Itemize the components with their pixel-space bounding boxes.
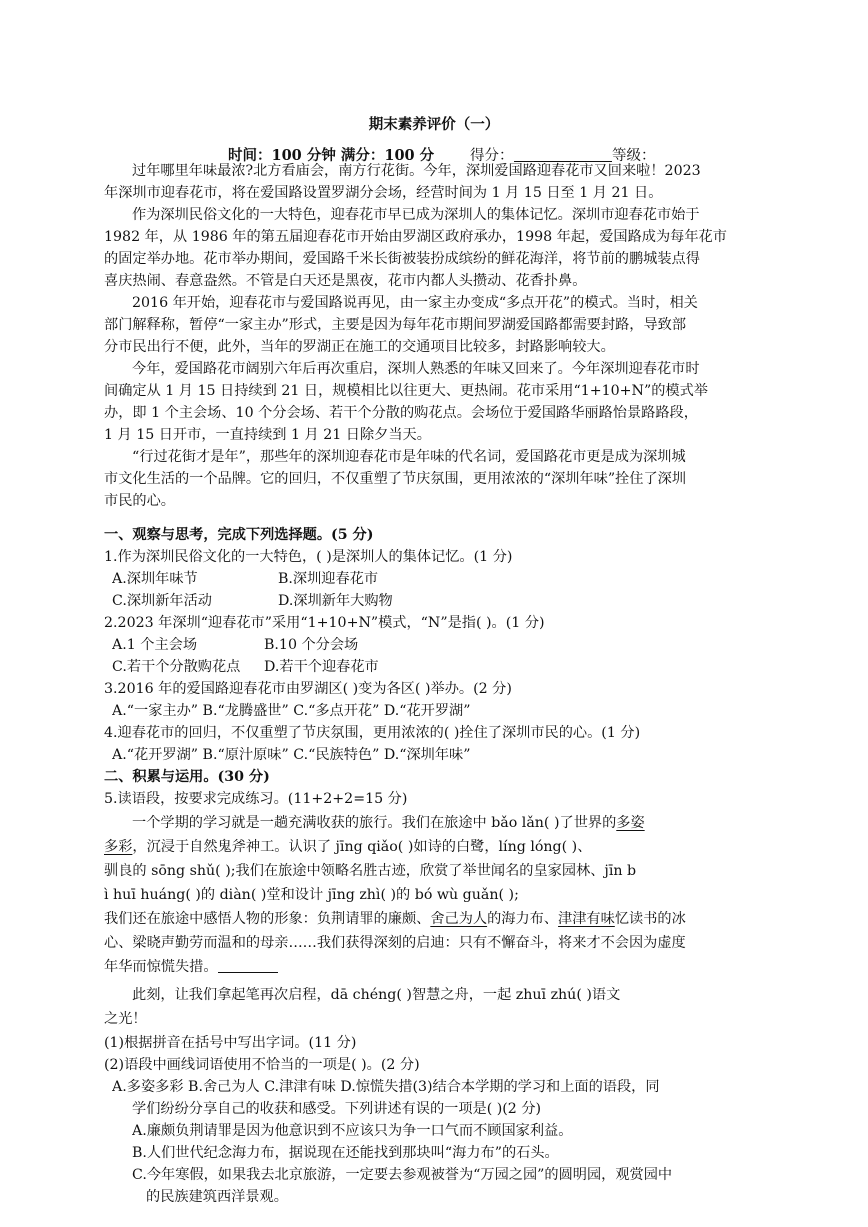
score-label: 得分：: [470, 148, 514, 164]
underlined-word: 多彩: [104, 839, 133, 855]
sub-question-1: (1)根据拼音在括号中写出字词。(11 分): [104, 1035, 357, 1051]
q1-options-row: [112, 568, 780, 590]
exercise-line: [132, 812, 772, 834]
exercise-line: [104, 908, 772, 930]
passage-line: 1 月 15 日开市，一直持续到 1 月 21 日除夕当天。: [104, 427, 431, 443]
passage-line: 年深圳市迎春花市，将在爱国路设置罗湖分会场，经营时间为 1 月 15 日至 1 月 21 日。: [104, 185, 663, 201]
option-a[interactable]: A.1 个主会场: [112, 637, 198, 653]
grade-label: 等级：: [612, 148, 656, 164]
q3-options[interactable]: A.“一家主办” B.“龙腾盛世” C.“多点开花” D.“花开罗湖”: [112, 703, 471, 719]
passage-line: 1982 年，从 1986 年的第五届迎春花市开始由罗湖区政府承办，1998 年起，爱国路成为每年花市: [104, 229, 727, 245]
exercise-text: 我们还在旅途中感悟人物的形象：负荆请罪的廉颇、: [104, 911, 431, 927]
option-a[interactable]: A.廉颇负荆请罪是因为他意识到不应该只为争一口气而不顾国家利益。: [132, 1123, 573, 1139]
exercise-text: 忆读书的冰: [614, 911, 686, 927]
exercise-line: [104, 836, 772, 858]
option-b[interactable]: B.人们世代纪念海力布，据说现在还能找到那块叫“海力布”的石头。: [132, 1145, 559, 1161]
question-4: 4.迎春花市的回归，不仅重塑了节庆氛围，更用浓浓的( )拴住了深圳市民的心。(1 分): [104, 725, 641, 741]
q1-options-row: [112, 590, 780, 612]
passage-line: 2016 年开始，迎春花市与爱国路说再见，由一家主办变成“多点开花”的模式。当时，相关: [132, 295, 698, 311]
exercise-line: 此刻，让我们拿起笔再次启程，dā chéng( )智慧之舟，一起 zhuī zhú( )语文: [132, 987, 621, 1003]
passage-line: 分市民出行不便，此外，当年的罗湖正在施工的交通项目比较多，封路影响较大。: [104, 339, 615, 355]
option-c[interactable]: C.深圳新年活动: [112, 593, 212, 609]
option-c[interactable]: C.今年寒假，如果我去北京旅游，一定要去参观被誉为“万园之园”的圆明园，观赏园中: [132, 1167, 673, 1183]
option-c-continued: 的民族建筑西洋景观。: [146, 1189, 288, 1205]
option-d[interactable]: D.深圳新年大购物: [278, 593, 393, 609]
underlined-word: 多姿: [616, 815, 645, 831]
option-b[interactable]: B.深圳迎春花市: [278, 571, 379, 587]
exercise-text: 年华而惊慌失措。: [104, 959, 218, 975]
exercise-line: ì huī huáng( )的 diàn( )堂和设计 jīng zhì( )的 bó wù guǎn( );: [104, 887, 519, 903]
question-2: 2.2023 年深圳“迎春花市”采用“1+10+N”模式，“N”是指( )。(1 分): [104, 615, 545, 631]
sub-question-2: (2)语段中画线词语使用不恰当的一项是( )。(2 分): [104, 1057, 420, 1073]
page-title: 期末素养评价（一）: [368, 116, 500, 133]
exercise-line: 驯良的 sōng shǔ( );我们在旅途中领略名胜古迹，欣赏了举世闻名的皇家园林、jīn b: [104, 863, 637, 879]
passage-line: 办，即 1 个主会场、10 个分会场、若干个分散的购花点。会场位于爱国路华丽路怡景路路段，: [104, 405, 698, 421]
section-heading: 二、积累与运用。(30 分): [104, 769, 270, 785]
time-score-info: 时间：100 分钟 满分：100 分: [228, 147, 435, 164]
option-d[interactable]: D.若干个迎春花市: [264, 659, 379, 675]
option-c[interactable]: C.若干个分散购花点: [112, 659, 241, 675]
q4-options[interactable]: A.“花开罗湖” B.“原汁原味” C.“民族特色” D.“深圳年味”: [112, 747, 471, 763]
section-heading: 一、观察与思考，完成下列选择题。(5 分): [104, 527, 374, 543]
passage-line: “行过花街才是年”，那些年的深圳迎春花市是年味的代名词，爱国路花市更是成为深圳城: [132, 449, 686, 465]
passage-line: 的固定举办地。花市举办期间，爱国路千米长街被装扮成缤纷的鲜花海洋，将节前的鹏城装点得: [104, 251, 700, 267]
passage-line: 作为深圳民俗文化的一大特色，迎春花市早已成为深圳人的集体记忆。深圳市迎春花市始于: [132, 207, 700, 223]
passage-line: 间确定从 1 月 15 日持续到 21 日，规模相比以往更大、更热闹。花市采用“1+10+N”的模式举: [104, 383, 708, 399]
question-3: 3.2016 年的爱国路迎春花市由罗湖区( )变为各区( )举办。(2 分): [104, 681, 512, 697]
passage-line: 部门解释称，暂停“一家主办”形式，主要是因为每年花市期间罗湖爱国路都需要封路，导致部: [104, 317, 687, 333]
option-b[interactable]: B.10 个分会场: [264, 637, 359, 653]
sub-question-3: 学们纷纷分享自己的收获和感受。下列讲述有误的一项是( )(2 分): [132, 1101, 542, 1117]
question-1: 1.作为深圳民俗文化的一大特色，( )是深圳人的集体记忆。(1 分): [104, 549, 513, 565]
question-5: 5.读语段，按要求完成练习。(11+2+2=15 分): [104, 791, 408, 807]
underlined-word: 津津有味: [558, 911, 615, 927]
passage-line: 今年，爱国路花市阔别六年后再次重启，深圳人熟悉的年味又回来了。今年深圳迎春花市时: [132, 361, 700, 377]
exercise-text: ，沉浸于自然鬼斧神工。认识了 jīng qiǎo( )如诗的白鹭，líng lóng( )、: [132, 839, 592, 855]
passage-line: 喜庆热闹、春意盎然。不管是白天还是黑夜，花市内都人头攒动、花香扑鼻。: [104, 273, 587, 289]
option-a[interactable]: A.深圳年味节: [112, 571, 198, 587]
passage-line: 市文化生活的一个品牌。它的回归，不仅重塑了节庆氛围，更用浓浓的“深圳年味”拴住了深圳: [104, 471, 687, 487]
exercise-line: 心、梁晓声勤劳而温和的母亲……我们获得深刻的启迪：只有不懈奋斗，将来才不会因为虚度: [104, 935, 686, 951]
passage-line: 过年哪里年味最浓?北方看庙会，南方行花街。今年，深圳爱国路迎春花市又回来啦！2023: [132, 163, 701, 179]
underlined-word: 舍己为人: [430, 911, 488, 927]
exercise-text: 一个学期的学习就是一趟充满收获的旅行。我们在旅途中 bǎo lǎn( )了世界的: [132, 815, 617, 831]
answer-blank[interactable]: [218, 958, 278, 973]
q2-options-row: [112, 634, 780, 656]
exercise-text: 的海力布、: [487, 911, 559, 927]
sub-question-2-options[interactable]: A.多姿多彩 B.舍己为人 C.津津有味 D.惊慌失措(3)结合本学期的学习和上面的语段，同: [112, 1079, 660, 1095]
q2-options-row: [112, 656, 780, 678]
exercise-line: 之光！: [104, 1011, 147, 1027]
exercise-line: [104, 956, 772, 978]
passage-line: 市民的心。: [104, 493, 175, 509]
